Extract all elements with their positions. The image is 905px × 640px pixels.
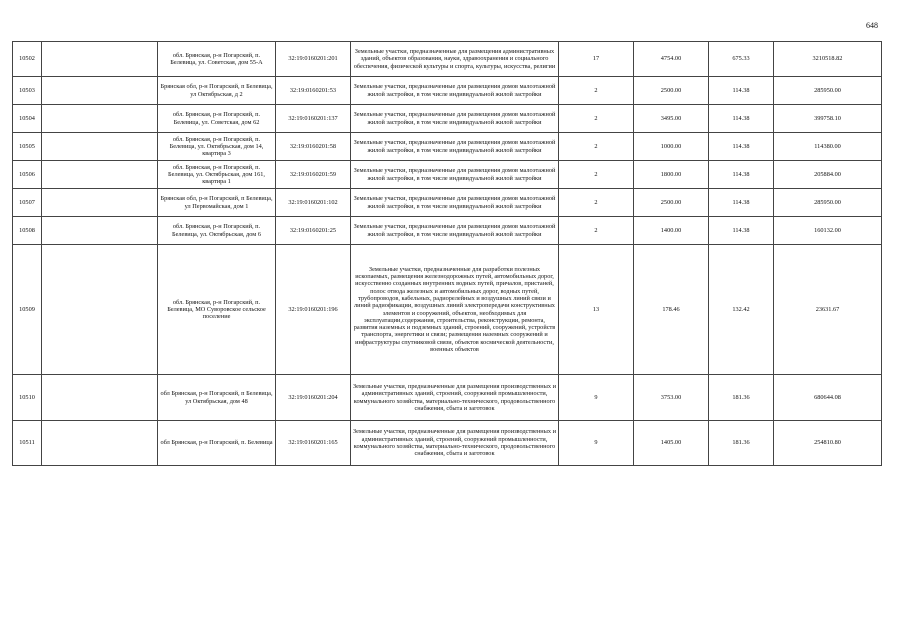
table-row [13,189,882,217]
area-cell: 3753.00 [634,375,709,421]
value-cell: 680644.08 [774,375,882,421]
group-cell: 2 [559,161,634,189]
rate-cell: 114.38 [709,161,774,189]
blank-cell [42,161,158,189]
value-cell: 254810.80 [774,421,882,466]
land-use-cell: Земельные участки, предназначенные для размещения административных зданий, объектов образования, науки, здравоохранения и социального обеспечения, физической культуры и спорта, культуры, искусства, религии [351,42,559,77]
row-number: 10504 [13,105,42,133]
cadastral-number-cell: 32:19:0160201:53 [276,77,351,105]
value-cell: 399758.10 [774,105,882,133]
value-cell: 114380.00 [774,133,882,161]
blank-cell [42,245,158,375]
row-number: 10509 [13,245,42,375]
rate-cell: 114.38 [709,77,774,105]
row-number: 10511 [13,421,42,466]
rate-cell: 114.38 [709,189,774,217]
land-use-cell: Земельные участки, предназначенные для размещения домов малоэтажной жилой застройки, в том числе индивидуальной жилой застройки [351,161,559,189]
cadastral-number-cell: 32:19:0160201:58 [276,133,351,161]
value-cell: 285950.00 [774,189,882,217]
table-row [13,245,882,375]
land-use-cell: Земельные участки, предназначенные для размещения домов малоэтажной жилой застройки, в том числе индивидуальной жилой застройки [351,105,559,133]
table-row [13,161,882,189]
land-use-cell: Земельные участки, предназначенные для размещения домов малоэтажной жилой застройки, в том числе индивидуальной жилой застройки [351,189,559,217]
cadastral-number-cell: 32:19:0160201:25 [276,217,351,245]
rate-cell: 132.42 [709,245,774,375]
value-cell: 160132.00 [774,217,882,245]
address-cell: обл. Брянская, р-н Погарский, п. Белевица, ул. Советская, дом 62 [158,105,276,133]
address-cell: обл Брянская, р-н Погарский, п. Белевица [158,421,276,466]
group-cell: 2 [559,189,634,217]
blank-cell [42,375,158,421]
address-cell: обл. Брянская, р-н Погарский, п. Белевица, ул. Октябрьская, дом 161, квартира 1 [158,161,276,189]
land-use-cell: Земельные участки, предназначенные для размещения производственных и административных зданий, строений, сооружений промышленности, коммунального хозяйства, материально-технического, продовольственного снабжения, сбыта и заготовок [351,375,559,421]
rate-cell: 114.38 [709,217,774,245]
rate-cell: 114.38 [709,133,774,161]
table-row [13,421,882,466]
cadastral-number-cell: 32:19:0160201:165 [276,421,351,466]
group-cell: 13 [559,245,634,375]
row-number: 10502 [13,42,42,77]
area-cell: 1000.00 [634,133,709,161]
row-number: 10506 [13,161,42,189]
table-row [13,217,882,245]
row-number: 10510 [13,375,42,421]
table-row [13,105,882,133]
area-cell: 1400.00 [634,217,709,245]
row-number: 10507 [13,189,42,217]
blank-cell [42,105,158,133]
rate-cell: 181.36 [709,375,774,421]
group-cell: 9 [559,421,634,466]
area-cell: 4754.00 [634,42,709,77]
rate-cell: 181.36 [709,421,774,466]
value-cell: 23631.67 [774,245,882,375]
cadastral-number-cell: 32:19:0160201:204 [276,375,351,421]
table-row [13,133,882,161]
row-number: 10508 [13,217,42,245]
blank-cell [42,42,158,77]
area-cell: 2500.00 [634,189,709,217]
area-cell: 1800.00 [634,161,709,189]
table-row [13,77,882,105]
rate-cell: 114.38 [709,105,774,133]
address-cell: обл. Брянская, р-н Погарский, п. Белевица, МО Суворовское сельское поселение [158,245,276,375]
blank-cell [42,421,158,466]
row-number: 10505 [13,133,42,161]
cadastral-value-table [12,41,882,466]
group-cell: 17 [559,42,634,77]
address-cell: Брянская обл, р-н Погарский, п Белевица, ул Первомайская, дом 1 [158,189,276,217]
group-cell: 2 [559,217,634,245]
group-cell: 2 [559,77,634,105]
land-use-cell: Земельные участки, предназначенные для размещения домов малоэтажной жилой застройки, в том числе индивидуальной жилой застройки [351,133,559,161]
cadastral-number-cell: 32:19:0160201:201 [276,42,351,77]
area-cell: 2500.00 [634,77,709,105]
value-cell: 205884.00 [774,161,882,189]
group-cell: 2 [559,133,634,161]
address-cell: обл. Брянская, р-н Погарский, п. Белевица, ул. Октябрьская, дом 14, квартира 3 [158,133,276,161]
address-cell: обл. Брянская, р-н Погарский, п. Белевица, ул. Советская, дом 55-А [158,42,276,77]
table-row [13,375,882,421]
blank-cell [42,189,158,217]
rate-cell: 675.33 [709,42,774,77]
row-number: 10503 [13,77,42,105]
table-row [13,42,882,77]
blank-cell [42,77,158,105]
cadastral-number-cell: 32:19:0160201:102 [276,189,351,217]
cadastral-number-cell: 32:19:0160201:59 [276,161,351,189]
group-cell: 2 [559,105,634,133]
area-cell: 1405.00 [634,421,709,466]
page-number: 648 [866,21,878,30]
blank-cell [42,217,158,245]
value-cell: 3210518.82 [774,42,882,77]
land-use-cell: Земельные участки, предназначенные для разработки полезных ископаемых, размещения железнодорожных путей, автомобильных дорог, искусственно созданных внутренних водных путей, причалов, пристаней, полос отвода железных и автомобильных дорог, водных путей, трубопроводов, кабельных, радиорелейных и воздушных линий связи и линий радиофикации, воздушных линий электропередачи конструктивных элементов и сооружений, объектов, необходимых для эксплуатации,содержания, строительства, реконструкции, ремонта, развития наземных и подземных зданий, строений, сооружений, устройств транспорта, энергетики и связи; размещения наземных сооружений и инфраструктуры спутниковой связи, объектов космической деятельности, военных объектов [351,245,559,375]
group-cell: 9 [559,375,634,421]
land-use-cell: Земельные участки, предназначенные для размещения домов малоэтажной жилой застройки, в том числе индивидуальной жилой застройки [351,77,559,105]
address-cell: Брянская обл, р-н Погарский, п Белевица, ул Октябрьская, д 2 [158,77,276,105]
cadastral-number-cell: 32:19:0160201:196 [276,245,351,375]
blank-cell [42,133,158,161]
value-cell: 285950.00 [774,77,882,105]
land-use-cell: Земельные участки, предназначенные для размещения домов малоэтажной жилой застройки, в том числе индивидуальной жилой застройки [351,217,559,245]
cadastral-number-cell: 32:19:0160201:137 [276,105,351,133]
land-use-cell: Земельные участки, предназначенные для размещения производственных и административных зданий, строений, сооружений промышленности, коммунального хозяйства, материально-технического, продовольственного снабжения, сбыта и заготовок [351,421,559,466]
area-cell: 3495.00 [634,105,709,133]
address-cell: обл. Брянская, р-н Погарский, п. Белевица, ул. Октябрьская, дом 6 [158,217,276,245]
address-cell: обл Брянская, р-н Погарский, п Белевица, ул Октябрьская, дом 48 [158,375,276,421]
area-cell: 178.46 [634,245,709,375]
